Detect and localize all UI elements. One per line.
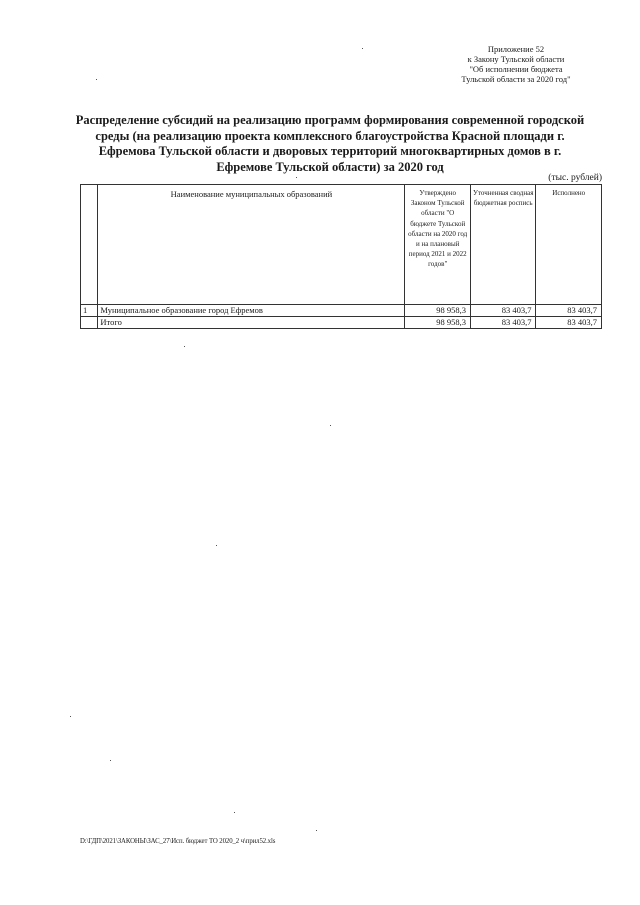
row-name: Итого [98,317,405,329]
scan-speck [296,177,297,178]
row-name: Муниципальное образование город Ефремов [98,305,405,317]
appendix-line-2: к Закону Тульской области [467,54,565,64]
table-total-row [81,317,602,329]
header-number [81,185,98,305]
units-label: (тыс. рублей) [548,173,602,183]
scan-speck [110,760,111,761]
appendix-line-4: Тульской области за 2020 год" [461,74,571,84]
scan-speck [96,79,97,80]
scan-speck [330,425,331,426]
scan-speck [184,346,185,347]
row-executed: 83 403,7 [536,317,602,329]
appendix-line-1: Приложение 52 [487,44,545,54]
file-path-footer: D:\ГДП\2021\ЗАКОНЫ\ЗАС_27\Исп. бюджет ТО 2020_2 ч\прил52.xls [80,838,276,845]
table-header-row [81,185,602,305]
row-number: 1 [81,305,98,317]
scan-speck [70,716,71,717]
header-executed: Исполнено [536,185,602,305]
document-title: Распределение субсидий на реализацию программ формирования современной городской среды (на реализацию проекта комплексного благоустройства Красной площади г. Ефремова Тульской области и дворовых территорий многоквартирных домов в г. Ефремове Тульской области) за 2020 год [75,113,585,174]
scan-speck [362,48,363,49]
header-name: Наименование муниципальных образований [98,185,405,305]
row-approved: 98 958,3 [405,317,471,329]
row-approved: 98 958,3 [405,305,471,317]
row-revised: 83 403,7 [470,305,536,317]
header-revised: Уточненная сводная бюджетная роспись [470,185,536,305]
scan-speck [216,545,217,546]
row-number [81,317,98,329]
scan-speck [234,812,235,813]
header-approved: Утверждено Законом Тульской области "О бюджете Тульской области на 2020 год и на плановый период 2021 и 2022 годов" [405,185,471,305]
row-revised: 83 403,7 [470,317,536,329]
table-row [81,305,602,317]
appendix-header [418,44,614,84]
row-executed: 83 403,7 [536,305,602,317]
scan-speck [316,830,317,831]
appendix-line-3: "Об исполнении бюджета [469,64,563,74]
subsidy-table [80,184,602,329]
